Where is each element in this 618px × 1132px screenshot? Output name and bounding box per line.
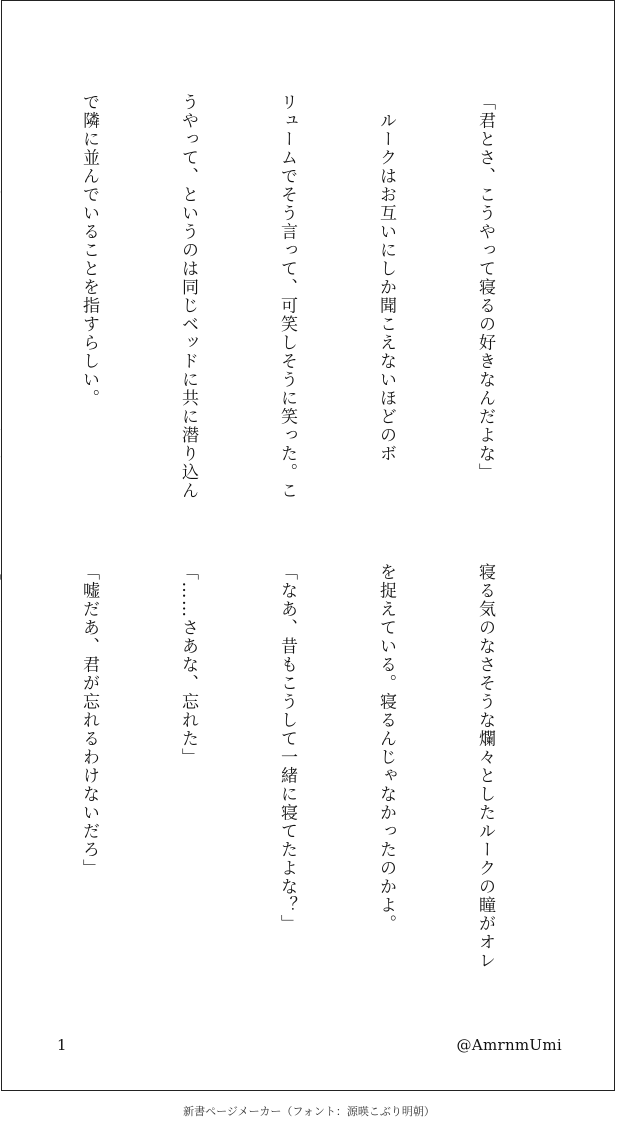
text-column: 「なあ、昔もこうして一緒に寝てたよな？」 bbox=[277, 563, 297, 933]
text-block-top bbox=[0, 93, 567, 533]
text-column: 「君とさ、こうやって寝るの好きなんだよな」 bbox=[475, 93, 495, 482]
text-column: 「……さあな、忘れた」 bbox=[178, 563, 198, 767]
text-column bbox=[0, 93, 6, 533]
text-column bbox=[0, 563, 6, 1003]
text-column: 寝る気のなさそうな爛々としたルークの瞳がオレ bbox=[475, 563, 495, 970]
page-frame bbox=[1, 0, 615, 1091]
text-column: を捉えている。寝るんじゃなかったのかよ。 bbox=[376, 563, 396, 933]
text-column: で隣に並んでいることを指すらしい。 bbox=[79, 93, 99, 408]
text-column: ルークはお互いにしか聞こえないほどのボ bbox=[376, 93, 396, 463]
page-number: 1 bbox=[57, 1036, 67, 1054]
author-handle: @AmrnmUmi bbox=[456, 1036, 562, 1054]
text-column: 「嘘だあ、君が忘れるわけないだろ」 bbox=[79, 563, 99, 878]
text-column: リュームでそう言って、可笑しそうに笑った。こ bbox=[277, 93, 297, 500]
text-column: うやって、というのは同じベッドに共に潜り込ん bbox=[178, 93, 198, 500]
generator-credit: 新書ページメーカー（フォント：源暎こぶり明朝） bbox=[183, 1105, 435, 1118]
text-block-bottom bbox=[0, 563, 567, 1003]
